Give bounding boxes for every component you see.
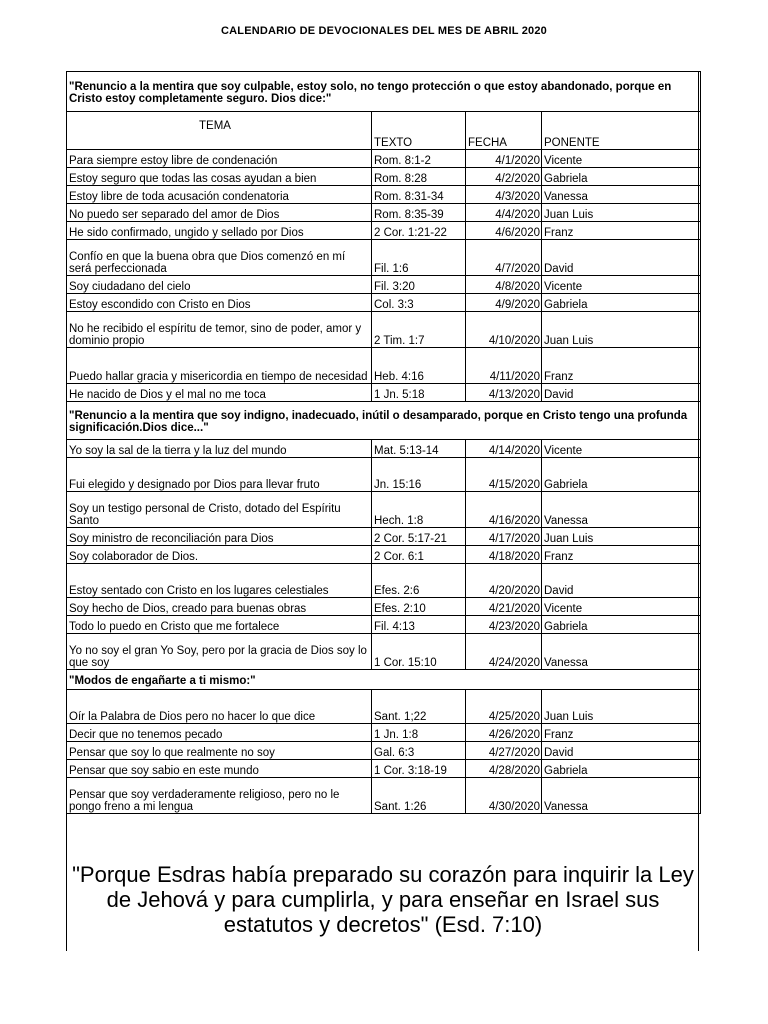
tema-cell: Yo no soy el gran Yo Soy, pero por la gracia de Dios soy lo que soy bbox=[67, 634, 372, 670]
ponente-cell: Gabriela bbox=[542, 616, 701, 634]
table-row bbox=[67, 528, 701, 546]
texto-cell: 2 Tim. 1:7 bbox=[372, 312, 466, 348]
tema-cell: Estoy libre de toda acusación condenatoria bbox=[67, 186, 372, 204]
texto-cell: Sant. 1:26 bbox=[372, 778, 466, 814]
table-row bbox=[67, 564, 701, 598]
table-row bbox=[67, 240, 701, 276]
ponente-cell: Vicente bbox=[542, 276, 701, 294]
fecha-cell: 4/16/2020 bbox=[466, 492, 542, 528]
ponente-cell: Vanessa bbox=[542, 778, 701, 814]
devotional-table bbox=[66, 71, 701, 814]
fecha-cell: 4/8/2020 bbox=[466, 276, 542, 294]
column-header-tema: TEMA bbox=[67, 112, 372, 150]
texto-cell: Col. 3:3 bbox=[372, 294, 466, 312]
texto-cell: Gal. 6:3 bbox=[372, 742, 466, 760]
texto-cell: Mat. 5:13-14 bbox=[372, 440, 466, 458]
texto-cell: Hech. 1:8 bbox=[372, 492, 466, 528]
texto-cell: Jn. 15:16 bbox=[372, 458, 466, 492]
column-header-row bbox=[67, 112, 701, 150]
texto-cell: Rom. 8:28 bbox=[372, 168, 466, 186]
texto-cell: 1 Jn. 1:8 bbox=[372, 724, 466, 742]
tema-cell: Soy hecho de Dios, creado para buenas obras bbox=[67, 598, 372, 616]
tema-cell: Pensar que soy sabio en este mundo bbox=[67, 760, 372, 778]
fecha-cell: 4/15/2020 bbox=[466, 458, 542, 492]
fecha-cell: 4/30/2020 bbox=[466, 778, 542, 814]
ponente-cell: Franz bbox=[542, 348, 701, 384]
ponente-cell: Vanessa bbox=[542, 634, 701, 670]
texto-cell: 2 Cor. 6:1 bbox=[372, 546, 466, 564]
texto-cell: 1 Jn. 5:18 bbox=[372, 384, 466, 402]
table-row bbox=[67, 222, 701, 240]
ponente-cell: Vanessa bbox=[542, 492, 701, 528]
table-row bbox=[67, 598, 701, 616]
fecha-cell: 4/23/2020 bbox=[466, 616, 542, 634]
texto-cell: Efes. 2:10 bbox=[372, 598, 466, 616]
fecha-cell: 4/9/2020 bbox=[466, 294, 542, 312]
table-row bbox=[67, 690, 701, 724]
table-row bbox=[67, 150, 701, 168]
table-row bbox=[67, 348, 701, 384]
texto-cell: Fil. 1:6 bbox=[372, 240, 466, 276]
tema-cell: Confío en que la buena obra que Dios comenzó en mí será perfeccionada bbox=[67, 240, 372, 276]
ponente-cell: Franz bbox=[542, 546, 701, 564]
ponente-cell: David bbox=[542, 240, 701, 276]
ponente-cell: Franz bbox=[542, 724, 701, 742]
tema-cell: Para siempre estoy libre de condenación bbox=[67, 150, 372, 168]
tema-cell: Yo soy la sal de la tierra y la luz del mundo bbox=[67, 440, 372, 458]
tema-cell: Todo lo puedo en Cristo que me fortalece bbox=[67, 616, 372, 634]
table-row bbox=[67, 742, 701, 760]
section-heading-row bbox=[67, 72, 701, 112]
fecha-cell: 4/13/2020 bbox=[466, 384, 542, 402]
tema-cell: He nacido de Dios y el mal no me toca bbox=[67, 384, 372, 402]
column-header-texto: TEXTO bbox=[372, 112, 466, 150]
fecha-cell: 4/20/2020 bbox=[466, 564, 542, 598]
column-header-ponente: PONENTE bbox=[542, 112, 701, 150]
fecha-cell: 4/26/2020 bbox=[466, 724, 542, 742]
table-row bbox=[67, 634, 701, 670]
table-row bbox=[67, 760, 701, 778]
texto-cell: Rom. 8:1-2 bbox=[372, 150, 466, 168]
section-heading-row bbox=[67, 670, 701, 690]
table-row bbox=[67, 186, 701, 204]
tema-cell: Oír la Palabra de Dios pero no hacer lo que dice bbox=[67, 690, 372, 724]
table-row bbox=[67, 458, 701, 492]
fecha-cell: 4/24/2020 bbox=[466, 634, 542, 670]
texto-cell: Rom. 8:35-39 bbox=[372, 204, 466, 222]
section-heading-row bbox=[67, 402, 701, 440]
fecha-cell: 4/3/2020 bbox=[466, 186, 542, 204]
ponente-cell: Juan Luis bbox=[542, 204, 701, 222]
tema-cell: Soy ministro de reconciliación para Dios bbox=[67, 528, 372, 546]
tema-cell: Puedo hallar gracia y misericordia en tiempo de necesidad bbox=[67, 348, 372, 384]
texto-cell: Heb. 4:16 bbox=[372, 348, 466, 384]
tema-cell: Soy colaborador de Dios. bbox=[67, 546, 372, 564]
tema-cell: Estoy sentado con Cristo en los lugares celestiales bbox=[67, 564, 372, 598]
ponente-cell: Gabriela bbox=[542, 294, 701, 312]
fecha-cell: 4/21/2020 bbox=[466, 598, 542, 616]
ponente-cell: Juan Luis bbox=[542, 312, 701, 348]
table-row bbox=[67, 204, 701, 222]
tema-cell: He sido confirmado, ungido y sellado por Dios bbox=[67, 222, 372, 240]
fecha-cell: 4/2/2020 bbox=[466, 168, 542, 186]
ponente-cell: Vanessa bbox=[542, 186, 701, 204]
tema-cell: Decir que no tenemos pecado bbox=[67, 724, 372, 742]
tema-cell: No he recibido el espíritu de temor, sino de poder, amor y dominio propio bbox=[67, 312, 372, 348]
fecha-cell: 4/25/2020 bbox=[466, 690, 542, 724]
section-heading: "Renuncio a la mentira que soy indigno, inadecuado, inútil o desamparado, porque en Cristo tengo una profunda significación.Dios dice..." bbox=[67, 402, 701, 440]
tema-cell: Soy ciudadano del cielo bbox=[67, 276, 372, 294]
tema-cell: Pensar que soy lo que realmente no soy bbox=[67, 742, 372, 760]
fecha-cell: 4/11/2020 bbox=[466, 348, 542, 384]
ponente-cell: Vicente bbox=[542, 598, 701, 616]
ponente-cell: Vicente bbox=[542, 440, 701, 458]
ponente-cell: Juan Luis bbox=[542, 690, 701, 724]
fecha-cell: 4/18/2020 bbox=[466, 546, 542, 564]
table-row bbox=[67, 778, 701, 814]
closing-quote: "Porque Esdras había preparado su corazón para inquirir la Ley de Jehová y para cumplirla, y para enseñar en Israel sus estatutos y decretos" (Esd. 7:10) bbox=[72, 862, 694, 937]
table-row bbox=[67, 276, 701, 294]
fecha-cell: 4/17/2020 bbox=[466, 528, 542, 546]
ponente-cell: David bbox=[542, 742, 701, 760]
ponente-cell: Gabriela bbox=[542, 168, 701, 186]
ponente-cell: Franz bbox=[542, 222, 701, 240]
table-row bbox=[67, 294, 701, 312]
texto-cell: Fil. 3:20 bbox=[372, 276, 466, 294]
ponente-cell: Gabriela bbox=[542, 760, 701, 778]
texto-cell: 1 Cor. 3:18-19 bbox=[372, 760, 466, 778]
fecha-cell: 4/10/2020 bbox=[466, 312, 542, 348]
ponente-cell: Juan Luis bbox=[542, 528, 701, 546]
fecha-cell: 4/1/2020 bbox=[466, 150, 542, 168]
page-title: CALENDARIO DE DEVOCIONALES DEL MES DE ABRIL 2020 bbox=[220, 25, 547, 37]
fecha-cell: 4/4/2020 bbox=[466, 204, 542, 222]
ponente-cell: Vicente bbox=[542, 150, 701, 168]
ponente-cell: David bbox=[542, 564, 701, 598]
ponente-cell: David bbox=[542, 384, 701, 402]
table-row bbox=[67, 616, 701, 634]
tema-cell: Pensar que soy verdaderamente religioso, pero no le pongo freno a mi lengua bbox=[67, 778, 372, 814]
section-heading: "Renuncio a la mentira que soy culpable, estoy solo, no tengo protección o que estoy abandonado, porque en Cristo estoy completamente seguro. Dios dice:" bbox=[67, 72, 701, 112]
table-row bbox=[67, 312, 701, 348]
table-row bbox=[67, 492, 701, 528]
tema-cell: Estoy seguro que todas las cosas ayudan a bien bbox=[67, 168, 372, 186]
fecha-cell: 4/7/2020 bbox=[466, 240, 542, 276]
texto-cell: Fil. 4:13 bbox=[372, 616, 466, 634]
fecha-cell: 4/27/2020 bbox=[466, 742, 542, 760]
table-row bbox=[67, 440, 701, 458]
fecha-cell: 4/6/2020 bbox=[466, 222, 542, 240]
tema-cell: Estoy escondido con Cristo en Dios bbox=[67, 294, 372, 312]
texto-cell: Rom. 8:31-34 bbox=[372, 186, 466, 204]
tema-cell: No puedo ser separado del amor de Dios bbox=[67, 204, 372, 222]
table-row bbox=[67, 384, 701, 402]
ponente-cell: Gabriela bbox=[542, 458, 701, 492]
table-row bbox=[67, 168, 701, 186]
tema-cell: Fui elegido y designado por Dios para llevar fruto bbox=[67, 458, 372, 492]
tema-cell: Soy un testigo personal de Cristo, dotado del Espíritu Santo bbox=[67, 492, 372, 528]
table-row bbox=[67, 724, 701, 742]
texto-cell: Efes. 2:6 bbox=[372, 564, 466, 598]
fecha-cell: 4/14/2020 bbox=[466, 440, 542, 458]
fecha-cell: 4/28/2020 bbox=[466, 760, 542, 778]
table-body bbox=[67, 72, 701, 814]
texto-cell: 2 Cor. 5:17-21 bbox=[372, 528, 466, 546]
texto-cell: 2 Cor. 1:21-22 bbox=[372, 222, 466, 240]
texto-cell: Sant. 1;22 bbox=[372, 690, 466, 724]
texto-cell: 1 Cor. 15:10 bbox=[372, 634, 466, 670]
column-header-fecha: FECHA bbox=[466, 112, 542, 150]
table-row bbox=[67, 546, 701, 564]
section-heading: "Modos de engañarte a ti mismo:" bbox=[67, 670, 701, 690]
